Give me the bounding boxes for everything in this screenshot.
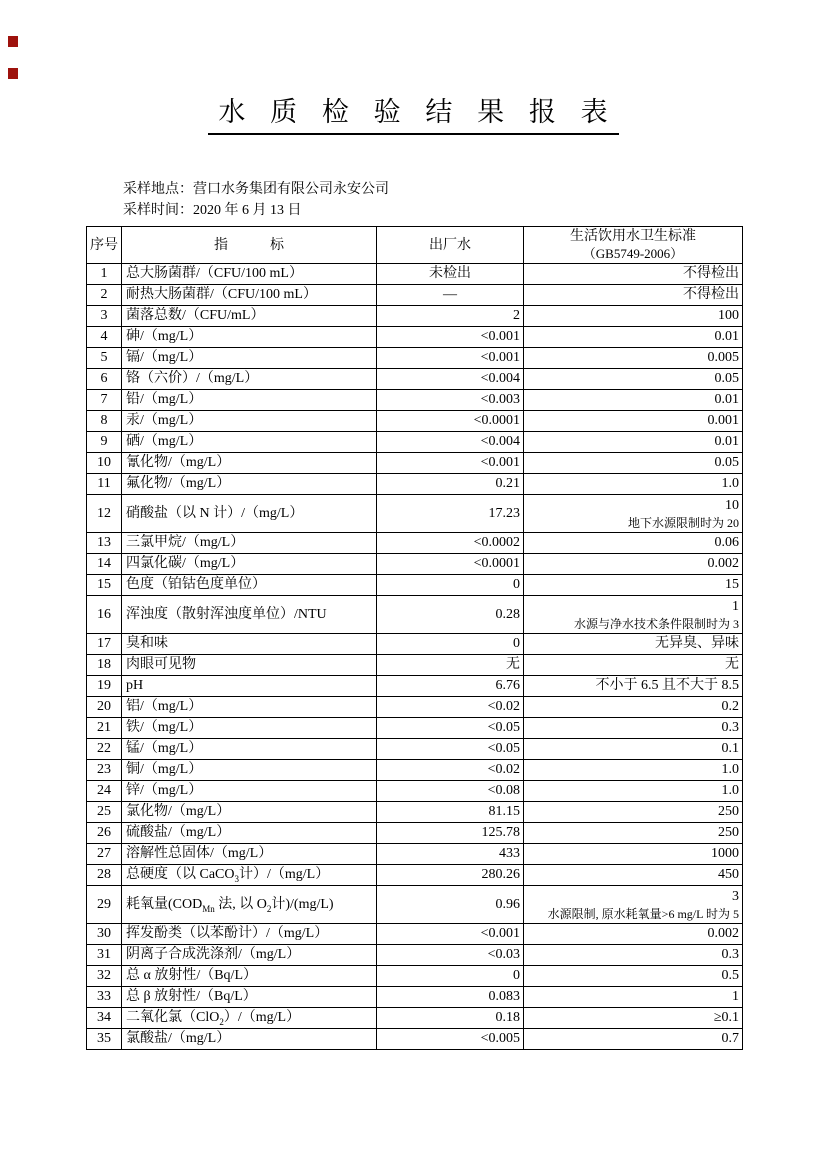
standard-value: 15 bbox=[524, 575, 743, 596]
outlet-water-value: <0.0002 bbox=[377, 533, 524, 554]
standard-value: 不小于 6.5 且不大于 8.5 bbox=[524, 676, 743, 697]
indicator-cell: 硒/（mg/L） bbox=[122, 432, 377, 453]
indicator-cell: 耐热大肠菌群/（CFU/100 mL） bbox=[122, 285, 377, 306]
header-standard-line1: 生活饮用水卫生标准 bbox=[570, 229, 696, 245]
row-number: 18 bbox=[87, 655, 122, 676]
outlet-water-value: <0.001 bbox=[377, 348, 524, 369]
indicator-cell: 氰化物/（mg/L） bbox=[122, 453, 377, 474]
row-number: 2 bbox=[87, 285, 122, 306]
indicator-cell: 四氯化碳/（mg/L） bbox=[122, 554, 377, 575]
indicator-cell: 锌/（mg/L） bbox=[122, 781, 377, 802]
row-number: 21 bbox=[87, 718, 122, 739]
row-number: 26 bbox=[87, 823, 122, 844]
standard-value: 0.002 bbox=[524, 924, 743, 945]
row-number: 33 bbox=[87, 987, 122, 1008]
indicator-cell: 总硬度（以 CaCO$_3$计）/（mg/L） bbox=[122, 865, 377, 886]
row-number: 11 bbox=[87, 474, 122, 495]
indicator-cell: 氯酸盐/（mg/L） bbox=[122, 1029, 377, 1050]
table-row bbox=[87, 390, 743, 411]
standard-value: 0.001 bbox=[524, 411, 743, 432]
row-number: 29 bbox=[87, 886, 122, 924]
table-row bbox=[87, 634, 743, 655]
header-standard bbox=[524, 227, 743, 264]
table-row bbox=[87, 802, 743, 823]
table-row bbox=[87, 264, 743, 285]
standard-value: 无异臭、异味 bbox=[524, 634, 743, 655]
standard-main: 1 bbox=[732, 599, 739, 615]
outlet-water-value: 未检出 bbox=[377, 264, 524, 285]
outlet-water-value: <0.0001 bbox=[377, 554, 524, 575]
table-row bbox=[87, 596, 743, 634]
water-quality-table bbox=[86, 226, 743, 1050]
table-row bbox=[87, 554, 743, 575]
standard-value: 0.01 bbox=[524, 327, 743, 348]
standard-value bbox=[524, 495, 743, 533]
standard-value: 250 bbox=[524, 823, 743, 844]
outlet-water-value: <0.001 bbox=[377, 924, 524, 945]
outlet-water-value: <0.005 bbox=[377, 1029, 524, 1050]
header-indicator: 指 标 bbox=[122, 227, 377, 264]
outlet-water-value: 0 bbox=[377, 575, 524, 596]
table-row bbox=[87, 760, 743, 781]
standard-value: 0.005 bbox=[524, 348, 743, 369]
table-row bbox=[87, 781, 743, 802]
indicator-cell: 铜/（mg/L） bbox=[122, 760, 377, 781]
table-row bbox=[87, 945, 743, 966]
indicator-cell: 镉/（mg/L） bbox=[122, 348, 377, 369]
row-number: 31 bbox=[87, 945, 122, 966]
row-number: 22 bbox=[87, 739, 122, 760]
row-number: 24 bbox=[87, 781, 122, 802]
standard-main: 10 bbox=[725, 498, 739, 514]
standard-value: ≥0.1 bbox=[524, 1008, 743, 1029]
indicator-cell: 铝/（mg/L） bbox=[122, 697, 377, 718]
table-row bbox=[87, 432, 743, 453]
row-number: 19 bbox=[87, 676, 122, 697]
row-number: 6 bbox=[87, 369, 122, 390]
indicator-cell: 铅/（mg/L） bbox=[122, 390, 377, 411]
row-number: 27 bbox=[87, 844, 122, 865]
standard-value: 1.0 bbox=[524, 474, 743, 495]
standard-value: 0.5 bbox=[524, 966, 743, 987]
standard-note: 水源与净水技术条件限制时为 3 bbox=[573, 617, 739, 632]
outlet-water-value: 17.23 bbox=[377, 495, 524, 533]
row-number: 28 bbox=[87, 865, 122, 886]
standard-value: 0.01 bbox=[524, 390, 743, 411]
standard-value: 不得检出 bbox=[524, 285, 743, 306]
outlet-water-value: 0.18 bbox=[377, 1008, 524, 1029]
indicator-cell: 锰/（mg/L） bbox=[122, 739, 377, 760]
row-number: 16 bbox=[87, 596, 122, 634]
table-row bbox=[87, 823, 743, 844]
row-number: 14 bbox=[87, 554, 122, 575]
indicator-cell: 臭和味 bbox=[122, 634, 377, 655]
outlet-water-value: <0.02 bbox=[377, 697, 524, 718]
standard-value: 1 bbox=[524, 987, 743, 1008]
red-annotation-mark bbox=[8, 68, 18, 79]
standard-main: 3 bbox=[732, 889, 739, 905]
row-number: 34 bbox=[87, 1008, 122, 1029]
indicator-cell: 硫酸盐/（mg/L） bbox=[122, 823, 377, 844]
indicator-cell: 氟化物/（mg/L） bbox=[122, 474, 377, 495]
row-number: 17 bbox=[87, 634, 122, 655]
outlet-water-value: 无 bbox=[377, 655, 524, 676]
table-row bbox=[87, 844, 743, 865]
outlet-water-value: 125.78 bbox=[377, 823, 524, 844]
indicator-cell: 二氧化氯（ClO$_2$）/（mg/L） bbox=[122, 1008, 377, 1029]
outlet-water-value: 280.26 bbox=[377, 865, 524, 886]
outlet-water-value: <0.001 bbox=[377, 327, 524, 348]
outlet-water-value: <0.003 bbox=[377, 390, 524, 411]
standard-value: 0.05 bbox=[524, 369, 743, 390]
table-row bbox=[87, 369, 743, 390]
outlet-water-value: <0.03 bbox=[377, 945, 524, 966]
table-row bbox=[87, 987, 743, 1008]
indicator-cell: 总 β 放射性/（Bq/L） bbox=[122, 987, 377, 1008]
table-row bbox=[87, 655, 743, 676]
row-number: 3 bbox=[87, 306, 122, 327]
header-no: 序号 bbox=[87, 227, 122, 264]
indicator-cell: 挥发酚类（以苯酚计）/（mg/L） bbox=[122, 924, 377, 945]
table-row bbox=[87, 1029, 743, 1050]
outlet-water-value: <0.08 bbox=[377, 781, 524, 802]
indicator-cell: 总大肠菌群/（CFU/100 mL） bbox=[122, 264, 377, 285]
indicator-cell: 三氯甲烷/（mg/L） bbox=[122, 533, 377, 554]
indicator-cell: 肉眼可见物 bbox=[122, 655, 377, 676]
row-number: 30 bbox=[87, 924, 122, 945]
row-number: 20 bbox=[87, 697, 122, 718]
table-row bbox=[87, 924, 743, 945]
outlet-water-value: <0.004 bbox=[377, 432, 524, 453]
outlet-water-value: <0.001 bbox=[377, 453, 524, 474]
standard-note: 水源限制, 原水耗氧量>6 mg/L 时为 5 bbox=[547, 907, 739, 922]
standard-value: 不得检出 bbox=[524, 264, 743, 285]
outlet-water-value: <0.02 bbox=[377, 760, 524, 781]
header-standard-line2: （GB5749-2006） bbox=[582, 246, 684, 262]
table-row bbox=[87, 886, 743, 924]
row-number: 35 bbox=[87, 1029, 122, 1050]
indicator-cell: 耗氧量($COD_{Mn}$ 法, 以 $O_2$计)/(mg/L) bbox=[122, 886, 377, 924]
outlet-water-value: 0.083 bbox=[377, 987, 524, 1008]
standard-value: 0.05 bbox=[524, 453, 743, 474]
indicator-cell: 色度（铂钴色度单位） bbox=[122, 575, 377, 596]
indicator-cell: 汞/（mg/L） bbox=[122, 411, 377, 432]
outlet-water-value: 0.21 bbox=[377, 474, 524, 495]
row-number: 8 bbox=[87, 411, 122, 432]
standard-value: 0.2 bbox=[524, 697, 743, 718]
outlet-water-value: — bbox=[377, 285, 524, 306]
table-row bbox=[87, 474, 743, 495]
standard-value: 450 bbox=[524, 865, 743, 886]
sampling-info bbox=[123, 179, 827, 221]
standard-value: 250 bbox=[524, 802, 743, 823]
outlet-water-value: 6.76 bbox=[377, 676, 524, 697]
row-number: 7 bbox=[87, 390, 122, 411]
table-row bbox=[87, 285, 743, 306]
table-row bbox=[87, 739, 743, 760]
standard-value: 无 bbox=[524, 655, 743, 676]
row-number: 1 bbox=[87, 264, 122, 285]
outlet-water-value: 0 bbox=[377, 966, 524, 987]
red-annotation-mark bbox=[8, 36, 18, 47]
sampling-location: 采样地点：营口水务集团有限公司永安公司 bbox=[123, 182, 389, 198]
table-row bbox=[87, 533, 743, 554]
standard-value: 0.3 bbox=[524, 945, 743, 966]
table-row bbox=[87, 348, 743, 369]
outlet-water-value: 81.15 bbox=[377, 802, 524, 823]
table-header-row bbox=[87, 227, 743, 264]
table-row bbox=[87, 306, 743, 327]
table-row bbox=[87, 453, 743, 474]
indicator-cell: 硝酸盐（以 N 计）/（mg/L） bbox=[122, 495, 377, 533]
table-row bbox=[87, 697, 743, 718]
table-row bbox=[87, 575, 743, 596]
page-title: 水 质 检 验 结 果 报 表 bbox=[208, 95, 618, 135]
standard-value: 1.0 bbox=[524, 760, 743, 781]
outlet-water-value: 2 bbox=[377, 306, 524, 327]
outlet-water-value: <0.0001 bbox=[377, 411, 524, 432]
table-row bbox=[87, 495, 743, 533]
table-row bbox=[87, 327, 743, 348]
standard-note: 地下水源限制时为 20 bbox=[627, 516, 739, 531]
indicator-cell: 菌落总数/（CFU/mL） bbox=[122, 306, 377, 327]
standard-value: 1000 bbox=[524, 844, 743, 865]
standard-value: 0.7 bbox=[524, 1029, 743, 1050]
standard-value: 0.002 bbox=[524, 554, 743, 575]
indicator-cell: 总 α 放射性/（Bq/L） bbox=[122, 966, 377, 987]
standard-value: 0.06 bbox=[524, 533, 743, 554]
indicator-cell: 浑浊度（散射浑浊度单位）/NTU bbox=[122, 596, 377, 634]
table-row bbox=[87, 966, 743, 987]
standard-value: 1.0 bbox=[524, 781, 743, 802]
table-row bbox=[87, 411, 743, 432]
table-row bbox=[87, 676, 743, 697]
outlet-water-value: 0.96 bbox=[377, 886, 524, 924]
indicator-cell: 铬（六价）/（mg/L） bbox=[122, 369, 377, 390]
standard-value: 0.01 bbox=[524, 432, 743, 453]
indicator-cell: 溶解性总固体/（mg/L） bbox=[122, 844, 377, 865]
table-row bbox=[87, 865, 743, 886]
row-number: 4 bbox=[87, 327, 122, 348]
indicator-cell: pH bbox=[122, 676, 377, 697]
row-number: 9 bbox=[87, 432, 122, 453]
outlet-water-value: <0.004 bbox=[377, 369, 524, 390]
standard-value bbox=[524, 886, 743, 924]
table-row bbox=[87, 1008, 743, 1029]
indicator-cell: 阴离子合成洗涤剂/（mg/L） bbox=[122, 945, 377, 966]
indicator-cell: 铁/（mg/L） bbox=[122, 718, 377, 739]
row-number: 13 bbox=[87, 533, 122, 554]
outlet-water-value: <0.05 bbox=[377, 718, 524, 739]
row-number: 5 bbox=[87, 348, 122, 369]
row-number: 12 bbox=[87, 495, 122, 533]
standard-value bbox=[524, 596, 743, 634]
standard-value: 0.3 bbox=[524, 718, 743, 739]
title-block bbox=[0, 0, 827, 135]
outlet-water-value: 0 bbox=[377, 634, 524, 655]
standard-value: 100 bbox=[524, 306, 743, 327]
row-number: 23 bbox=[87, 760, 122, 781]
outlet-water-value: <0.05 bbox=[377, 739, 524, 760]
outlet-water-value: 0.28 bbox=[377, 596, 524, 634]
standard-value: 0.1 bbox=[524, 739, 743, 760]
row-number: 25 bbox=[87, 802, 122, 823]
row-number: 15 bbox=[87, 575, 122, 596]
indicator-cell: 氯化物/（mg/L） bbox=[122, 802, 377, 823]
header-value: 出厂水 bbox=[377, 227, 524, 264]
sampling-time: 采样时间：2020 年 6 月 13 日 bbox=[123, 203, 302, 219]
table-row bbox=[87, 718, 743, 739]
outlet-water-value: 433 bbox=[377, 844, 524, 865]
row-number: 10 bbox=[87, 453, 122, 474]
indicator-cell: 砷/（mg/L） bbox=[122, 327, 377, 348]
row-number: 32 bbox=[87, 966, 122, 987]
